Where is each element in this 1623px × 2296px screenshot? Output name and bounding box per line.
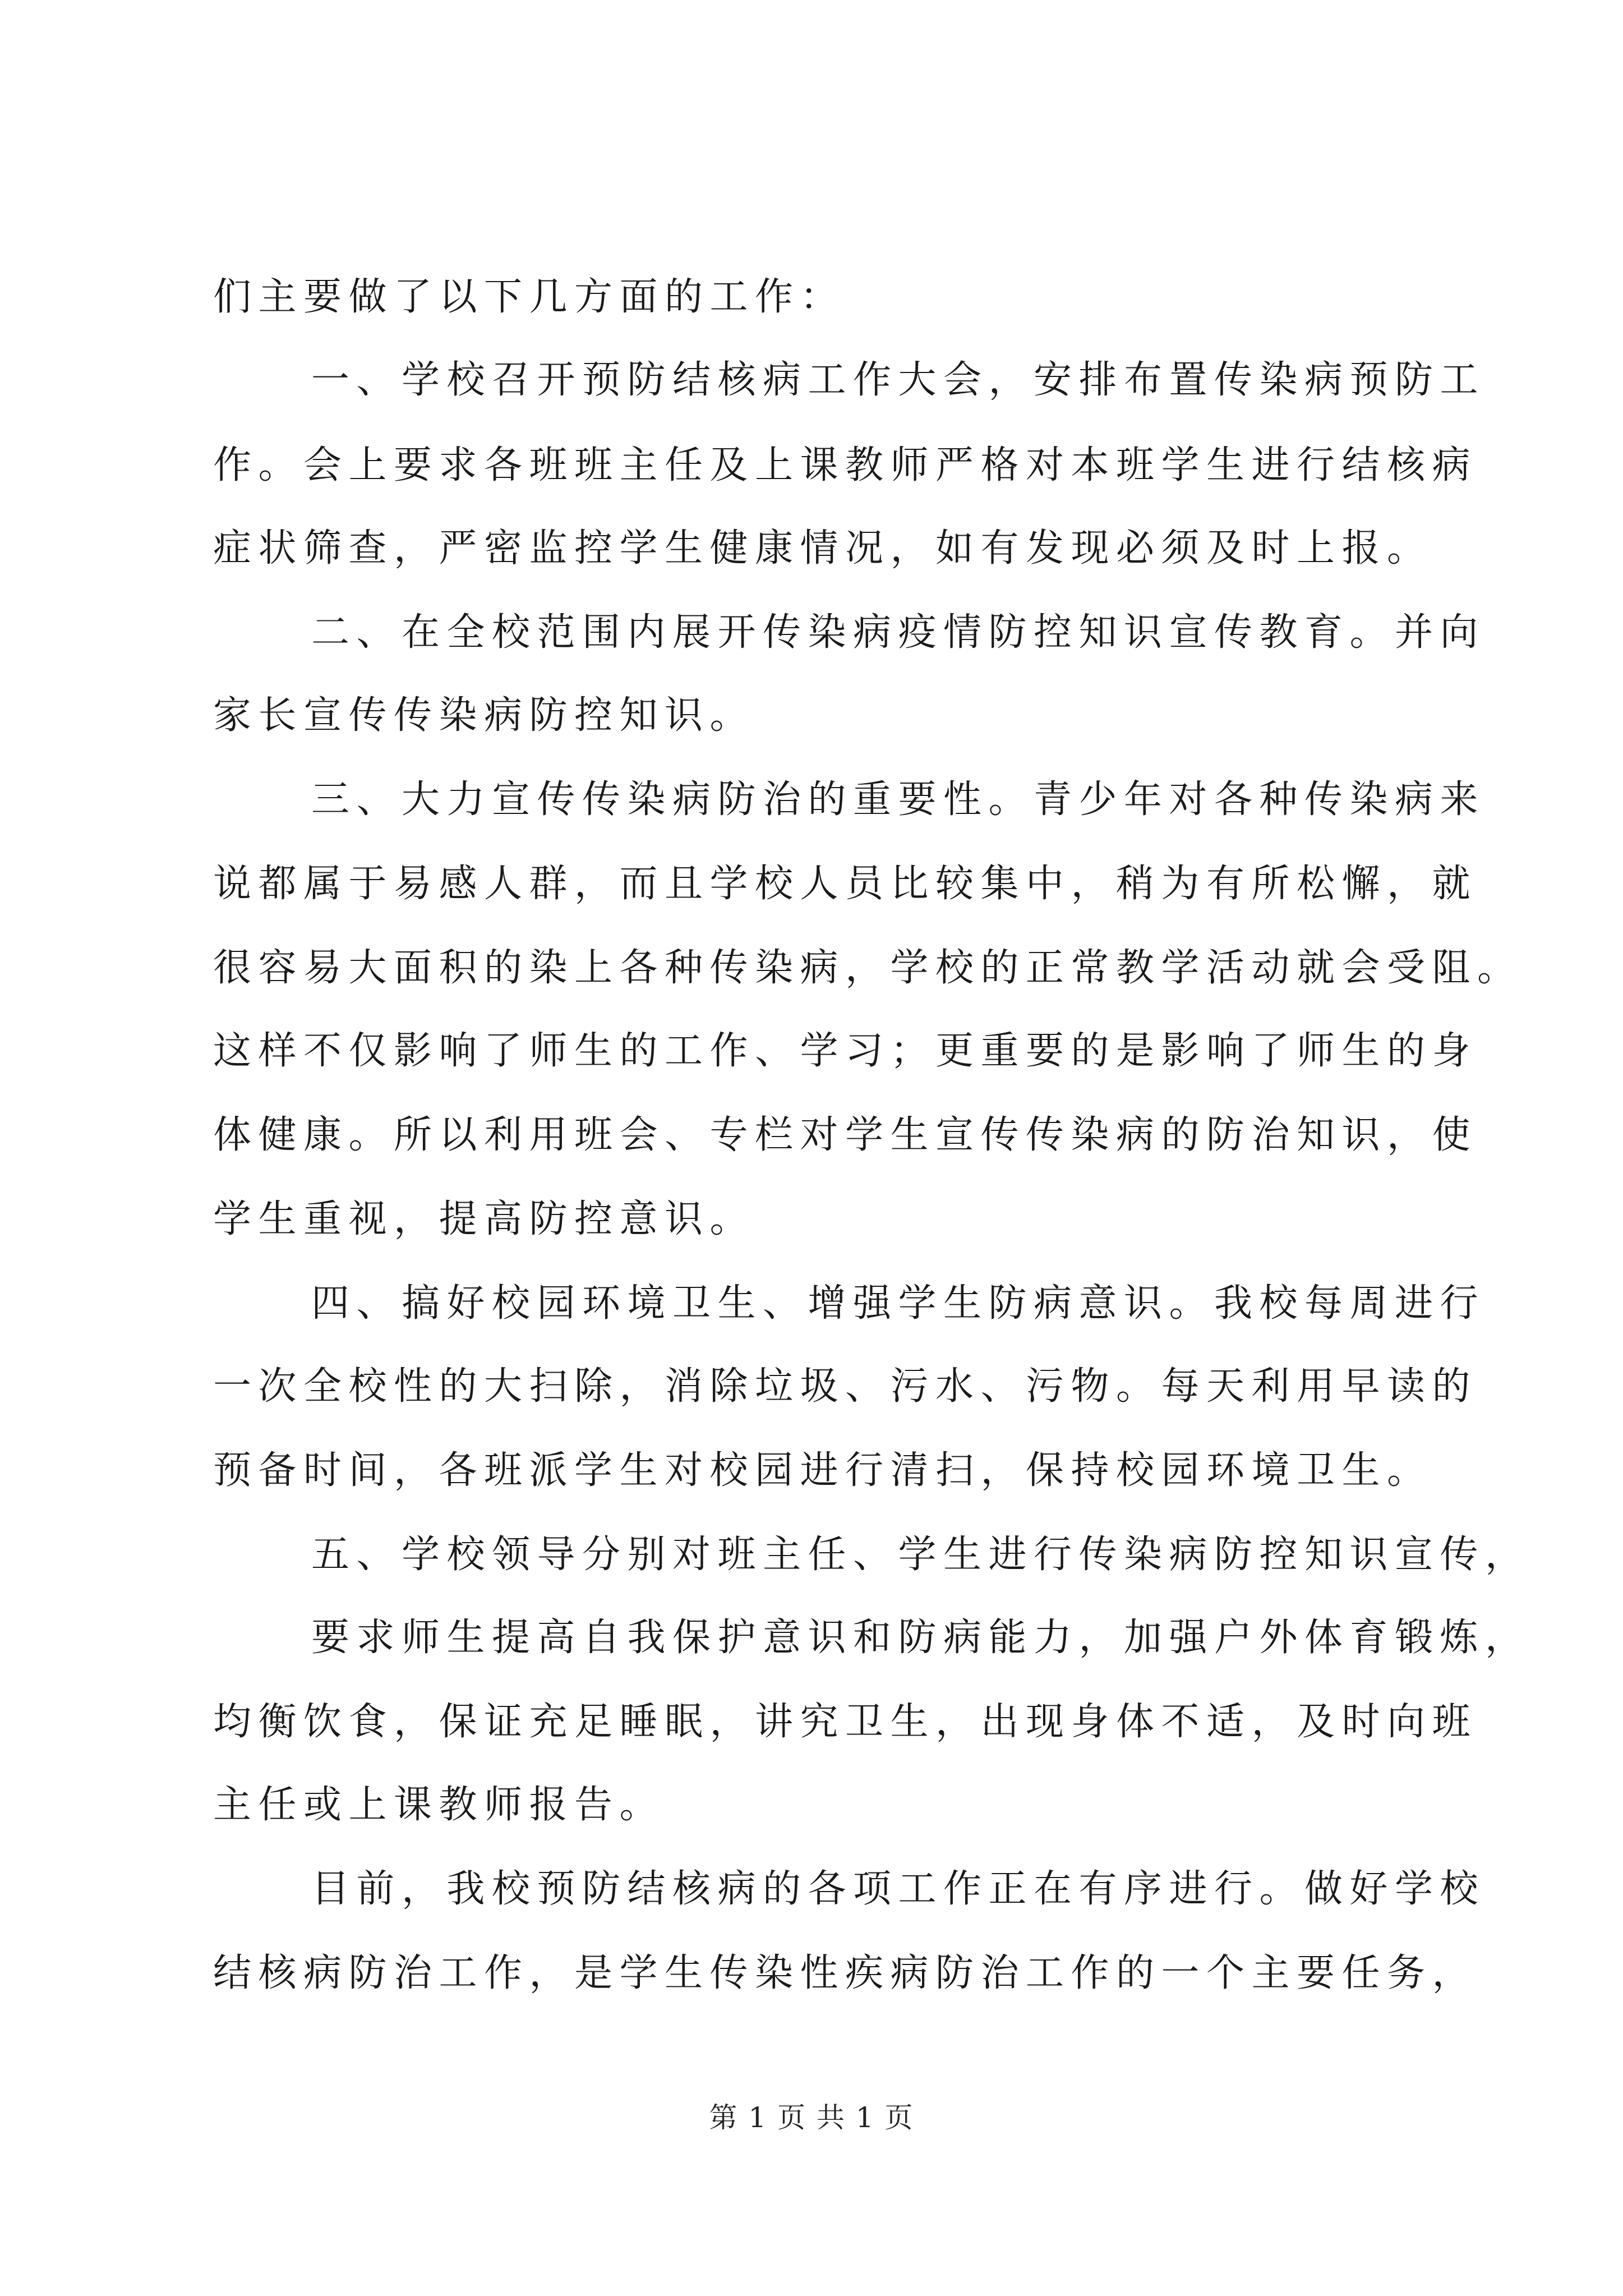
body-line-15: 预备时间，各班派学生对校园进行清扫，保持校园环境卫生。 (213, 1448, 1432, 1493)
body-line-11: 体健康。所以利用班会、专栏对学生宣传传染病的防治知识，使 (213, 1113, 1478, 1157)
body-line-7: 三、大力宣传传染病防治的重要性。青少年对各种传染病来 (311, 777, 1486, 822)
body-line-4: 症状筛查，严密监控学生健康情况，如有发现必须及时上报。 (213, 526, 1432, 570)
body-line-21: 结核病防治工作，是学生传染性疾病防治工作的一个主要任务， (213, 1951, 1478, 1995)
body-line-20: 目前，我校预防结核病的各项工作正在有序进行。做好学校 (311, 1867, 1486, 1911)
body-line-9: 很容易大面积的染上各种传染病，学校的正常教学活动就会受阻。 (213, 946, 1523, 990)
body-line-1: 们主要做了以下几方面的工作： (213, 275, 846, 319)
body-line-18: 均衡饮食，保证充足睡眠，讲究卫生，出现身体不适，及时向班 (213, 1700, 1478, 1744)
body-line-13: 四、搞好校园环境卫生、增强学生防病意识。我校每周进行 (311, 1281, 1486, 1326)
body-line-14: 一次全校性的大扫除，消除垃圾、污水、污物。每天利用早读的 (213, 1364, 1478, 1409)
body-line-5: 二、在全校范围内展开传染病疫情防控知识宣传教育。并向 (311, 610, 1486, 655)
body-line-10: 这样不仅影响了师生的工作、学习；更重要的是影响了师生的身 (213, 1029, 1478, 1073)
body-line-8: 说都属于易感人群，而且学校人员比较集中，稍为有所松懈，就 (213, 862, 1478, 906)
body-line-12: 学生重视，提高防控意识。 (213, 1197, 755, 1241)
body-line-16: 五、学校领导分别对班主任、学生进行传染病防控知识宣传， (311, 1533, 1530, 1577)
body-line-3: 作。会上要求各班班主任及上课教师严格对本班学生进行结核病 (213, 443, 1478, 487)
body-line-6: 家长宣传传染病防控知识。 (213, 693, 755, 738)
page-number-footer: 第 1 页 共 1 页 (709, 2101, 914, 2134)
body-line-2: 一、学校召开预防结核病工作大会，安排布置传染病预防工 (311, 358, 1486, 402)
body-line-19: 主任或上课教师报告。 (213, 1783, 665, 1827)
body-line-17: 要求师生提高自我保护意识和防病能力，加强户外体育锻炼， (311, 1616, 1530, 1660)
